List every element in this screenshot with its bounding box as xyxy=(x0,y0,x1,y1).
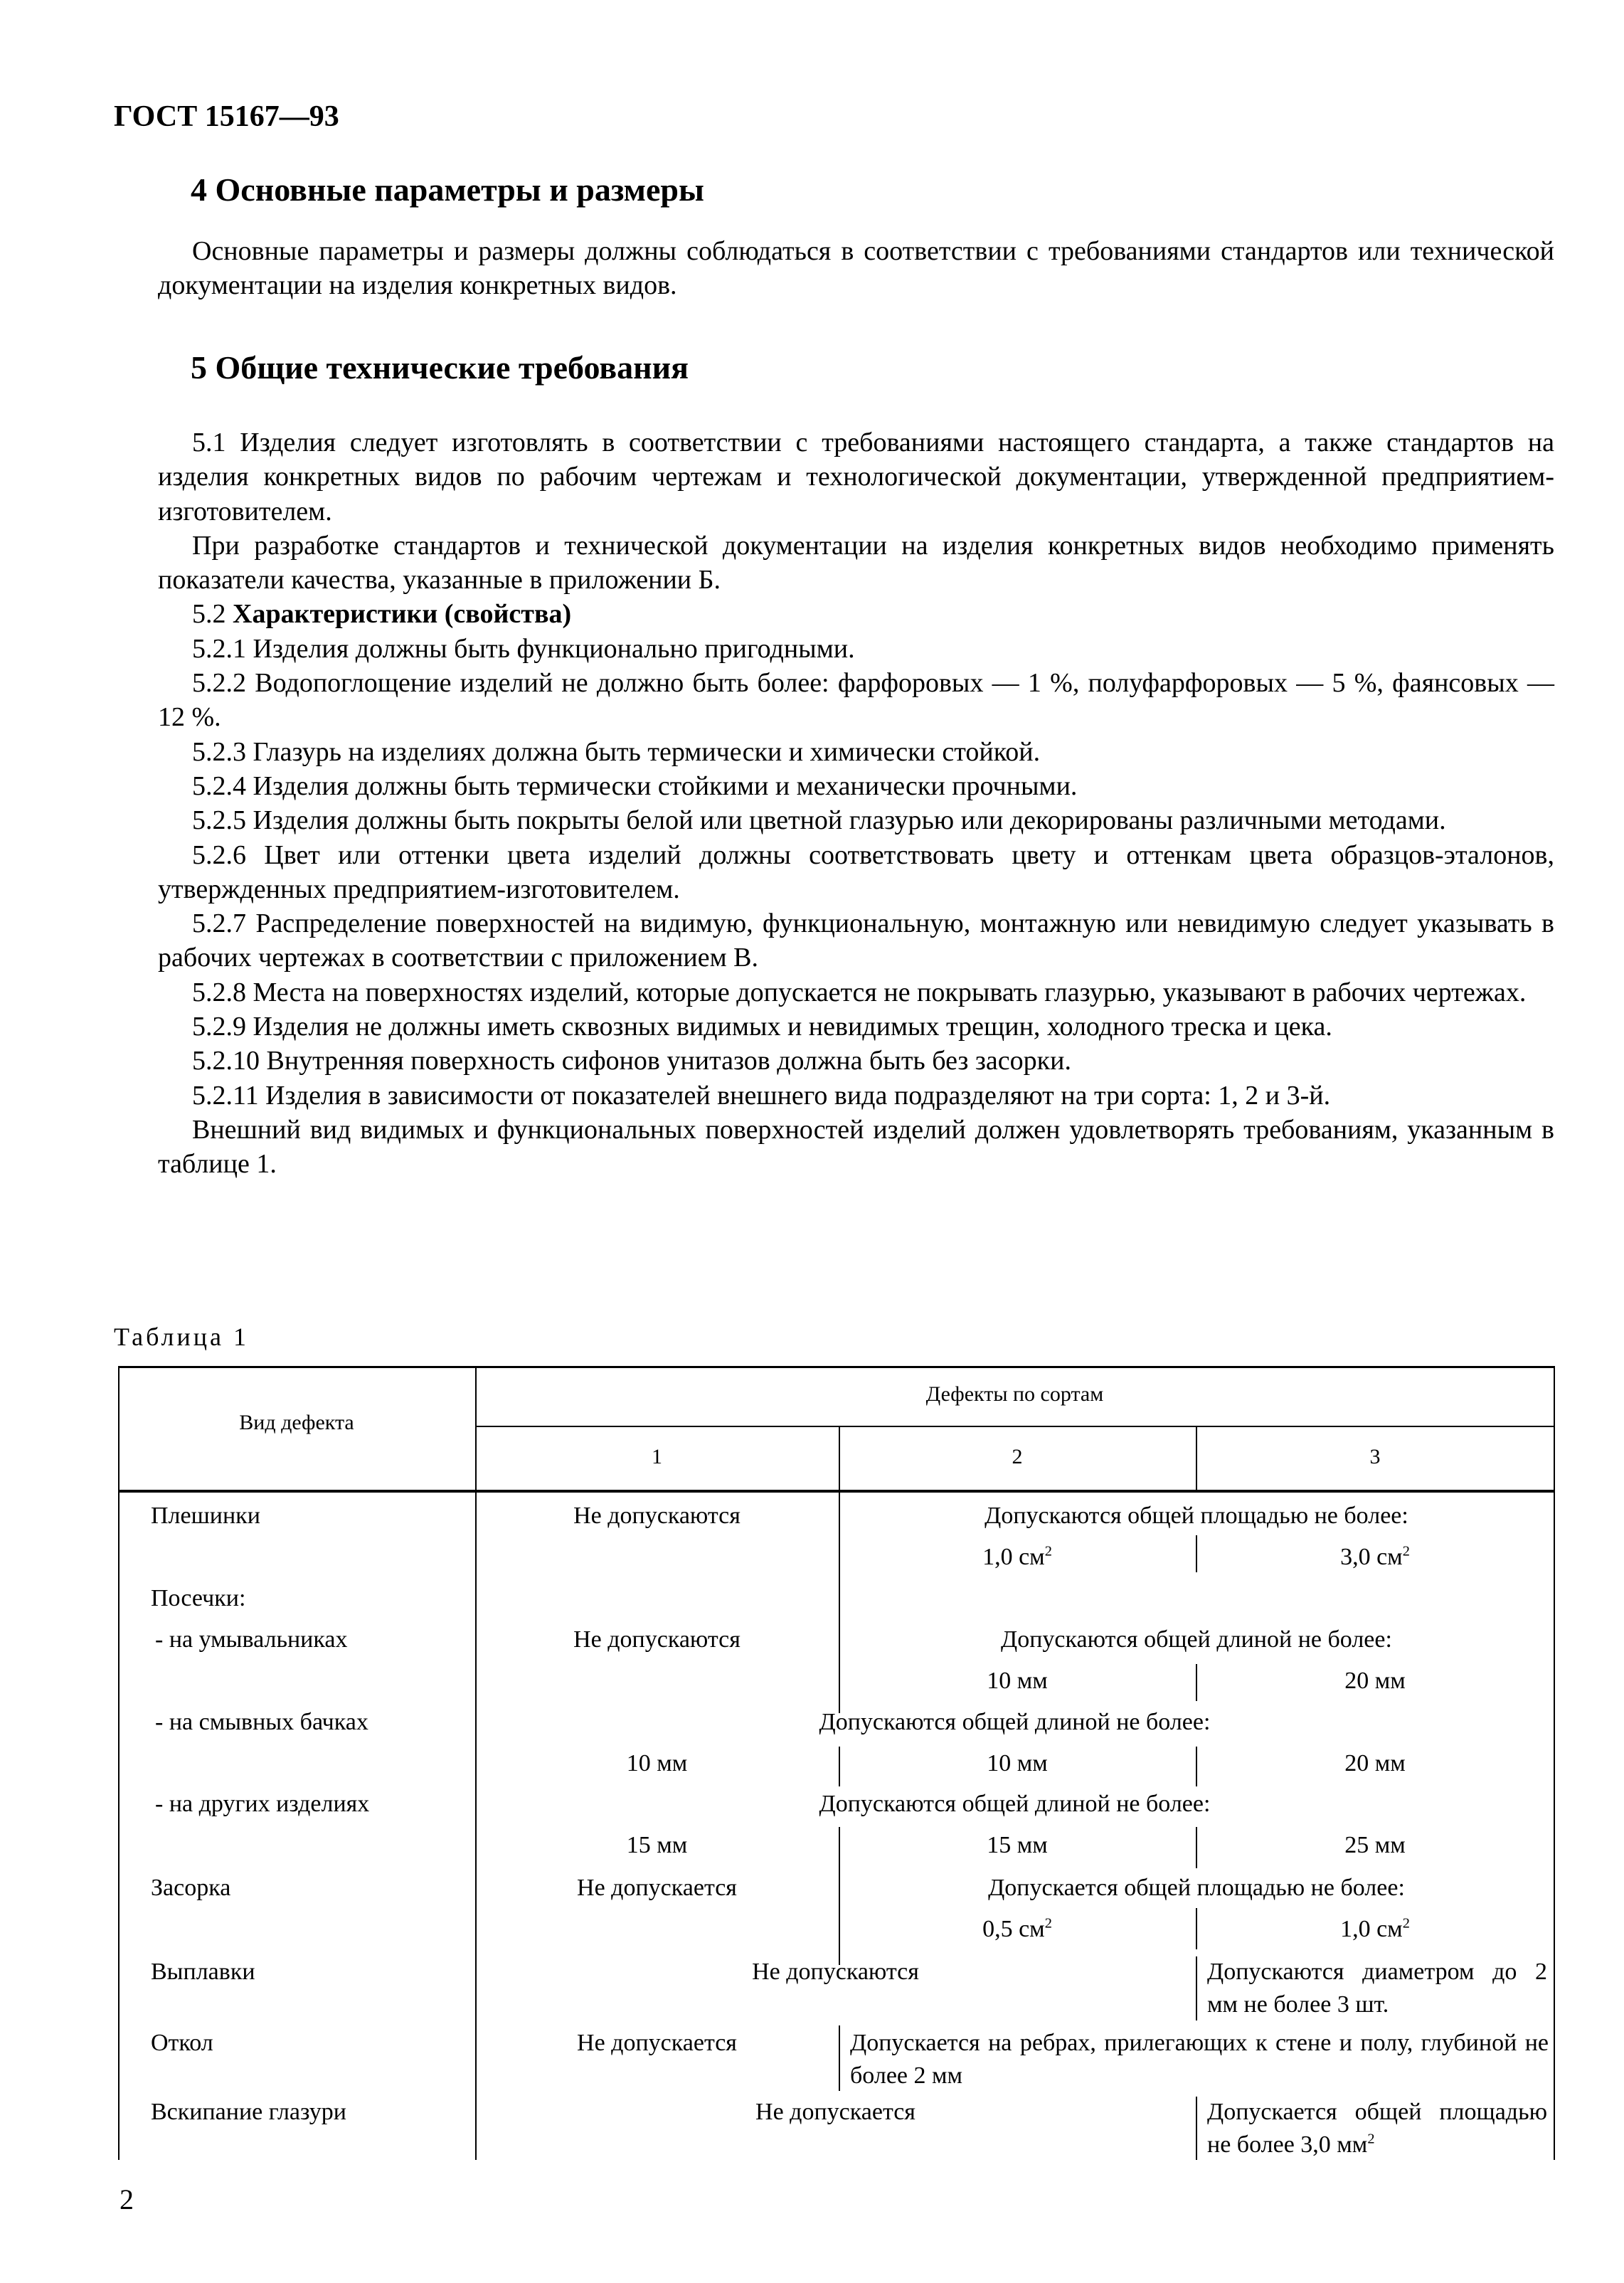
section-4-body xyxy=(158,234,1554,303)
header-grade-1: 1 xyxy=(652,1445,662,1468)
grade-1-value: 15 мм xyxy=(626,1832,688,1858)
grade-1-2-value: Не допускается xyxy=(755,2099,916,2125)
paragraph: Внешний вид видимых и функциональных поверхностей изделий должен удовлетворять требованиям, указанным в таблице 1. xyxy=(158,1114,1554,1180)
grade-2-3-value: Допускается общей площадью не более: xyxy=(988,1875,1405,1901)
section-4-title: 4 Основные параметры и размеры xyxy=(191,171,704,208)
paragraph: 5.2.6 Цвет или оттенки цвета изделий должны соответствовать цвету и оттенкам цвета образцов-эталонов, утвержденных предприятием-изготовителем. xyxy=(158,839,1554,904)
grade-1-value: Не допускается xyxy=(577,1875,737,1901)
grade-all-value: Допускаются общей длиной не более: xyxy=(819,1791,1211,1817)
grade-3-value: 20 мм xyxy=(1344,1750,1406,1776)
paragraph: 5.2.9 Изделия не должны иметь сквозных видимых и невидимых трещин, холодного треска и цека. xyxy=(192,1012,1332,1042)
paragraph: 5.2.5 Изделия должны быть покрыты белой или цветной глазурью или декорированы различными методами. xyxy=(192,805,1446,836)
grade-1-value: Не допускаются xyxy=(573,1503,741,1529)
row-label: - на смывных бачках xyxy=(155,1709,368,1735)
row-label: Выплавки xyxy=(151,1959,255,1985)
paragraph: 5.2.10 Внутренняя поверхность сифонов унитазов должна быть без засорки. xyxy=(192,1046,1071,1076)
row-label: - на умывальниках xyxy=(155,1626,348,1653)
paragraph: 5.1 Изделия следует изготовлять в соответствии с требованиями настоящего стандарта, а также стандартов на изделия конкретных видов по рабочим чертежам и технологической документации, утвержденной предприятием-изготовителем. xyxy=(158,428,1554,526)
section-5-body xyxy=(158,425,1554,1182)
grade-2-value: 15 мм xyxy=(987,1832,1048,1858)
row-label: Откол xyxy=(151,2030,213,2056)
grade-3-value: Допускаются диаметром до 2 мм не более 3 шт. xyxy=(1207,1959,1547,2018)
subsection-title: Характеристики (свойства) xyxy=(233,599,572,630)
grade-2-3-value: Допускается на ребрах, прилегающих к стене и полу, глубиной не более 2 мм xyxy=(850,2030,1549,2089)
grade-1-value: Не допускается xyxy=(577,2030,737,2056)
paragraph: 5.2.1 Изделия должны быть функционально пригодными. xyxy=(192,633,855,664)
document-header: ГОСТ 15167—93 xyxy=(114,100,339,133)
paragraph: 5.2.8 Места на поверхностях изделий, которые допускается не покрывать глазурью, указывают в рабочих чертежах. xyxy=(192,977,1527,1007)
row-label: - на других изделиях xyxy=(155,1791,370,1817)
grade-2-value: 10 мм xyxy=(987,1750,1048,1776)
grade-2-3-value: Допускаются общей длиной не более: xyxy=(1001,1626,1392,1653)
paragraph: Основные параметры и размеры должны соблюдаться в соответствии с требованиями стандартов или технической документации на изделия конкретных видов. xyxy=(158,236,1554,301)
grade-2-3-value: Допускаются общей площадью не более: xyxy=(985,1503,1408,1529)
subsection-heading xyxy=(158,597,1554,631)
column-divider xyxy=(839,2025,840,2091)
table-border-left xyxy=(118,1366,120,2160)
header-divider xyxy=(475,1426,1555,1427)
row-label: Вскипание глазури xyxy=(151,2099,346,2125)
row-label: Плешинки xyxy=(151,1503,260,1529)
paragraph: 5.2.3 Глазурь на изделиях должна быть термически и химически стойкой. xyxy=(192,736,1041,767)
column-divider xyxy=(1196,1956,1197,2020)
paragraph: При разработке стандартов и технической документации на изделия конкретных видов необходимо применять показатели качества, указанные в приложении Б. xyxy=(158,530,1554,595)
table-caption: Таблица 1 xyxy=(114,1323,249,1351)
header-grade-2: 2 xyxy=(1012,1445,1023,1468)
grade-2-value: 1,0 $см^2$ xyxy=(982,1543,1052,1570)
grade-1-value: 10 мм xyxy=(626,1750,688,1776)
grade-1-value: Не допускаются xyxy=(573,1626,741,1653)
row-label: Посечки: xyxy=(151,1585,246,1611)
header-grades: Дефекты по сортам xyxy=(925,1382,1104,1406)
column-divider xyxy=(1196,2097,1197,2160)
grade-3-value: 20 мм xyxy=(1344,1668,1406,1694)
header-grade-3: 3 xyxy=(1369,1445,1381,1468)
grade-all-value: Допускаются общей длиной не более: xyxy=(819,1709,1211,1735)
table-border-top xyxy=(118,1366,1555,1368)
section-5-title: 5 Общие технические требования xyxy=(191,349,689,386)
paragraph: 5.2.7 Распределение поверхностей на видимую, функциональную, монтажную или невидимую следует указывать в рабочих чертежах в соответствии с приложением В. xyxy=(158,909,1554,973)
paragraph: 5.2.11 Изделия в зависимости от показателей внешнего вида подразделяют на три сорта: 1, 2 и 3-й. xyxy=(192,1080,1331,1111)
grade-3-value: 1,0 $см^2$ xyxy=(1340,1915,1410,1942)
paragraph: 5.2.2 Водопоглощение изделий не должно быть более: фарфоровых — 1 %, полуфарфоровых — 5 %, фаянсовых — 12 %. xyxy=(158,668,1554,733)
grade-3-value: 25 мм xyxy=(1344,1832,1406,1858)
grade-2-value: 10 мм xyxy=(987,1668,1048,1694)
header-bottom-border xyxy=(118,1490,1555,1493)
header-defect-type: Вид дефекта xyxy=(239,1411,354,1434)
grade-3-value: Допускается общей площадью не более 3,0 $мм^2$ xyxy=(1207,2099,1547,2158)
subsection-number: 5.2 xyxy=(192,599,226,630)
grade-1-2-value: Не допускаются xyxy=(752,1959,919,1985)
grade-3-value: 3,0 $см^2$ xyxy=(1340,1543,1410,1570)
paragraph: 5.2.4 Изделия должны быть термически стойкими и механически прочными. xyxy=(192,770,1078,801)
page-number: 2 xyxy=(120,2183,134,2215)
grade-2-value: 0,5 $см^2$ xyxy=(982,1915,1052,1942)
row-label: Засорка xyxy=(151,1875,231,1901)
